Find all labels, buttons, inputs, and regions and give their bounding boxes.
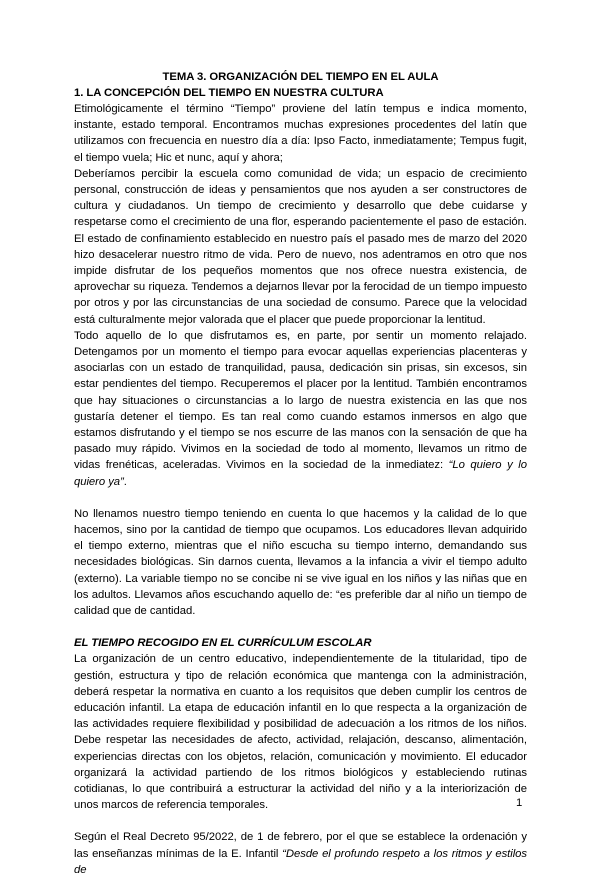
paragraph-real-decreto	[74, 829, 527, 878]
page-number: 1	[516, 797, 523, 809]
paragraph-spacer	[74, 619, 527, 635]
section-heading-curriculum: EL TIEMPO RECOGIDO EN EL CURRÍCULUM ESCOLAR	[74, 637, 372, 650]
paragraph-real-decreto-text: Según el Real Decreto 95/2022, de 1 de febrero, por el que se establece la ordenación y las enseñanzas mínimas de la E. Infantil	[74, 831, 527, 860]
paragraph-etimologia: Etimológicamente el término “Tiempo” proviene del latín tempus e indica momento, instante, estado temporal. Encontramos muchas expresiones procedentes del latín que utilizamos con frecuencia en nuestro día a día: Ipso Facto, inmediatamente; Tempus fugit, el tiempo vuela; Hic et nunc, aquí y ahora;	[74, 103, 527, 164]
paragraph-escuela-comunidad: Deberíamos percibir la escuela como comunidad de vida; un espacio de crecimiento personal, construcción de ideas y pensamientos que nos ayuden a ser constructores de cultura y ciudadanos. Un tiempo de crecimiento y desarrollo que debe cuidarse y respetarse como el crecimiento de una flor, esperando pacientemente el paso de estación. El estado de confinamiento establecido en nuestro país el pasado mes de marzo del 2020 hizo desacelerar nuestro ritmo de vida. Pero de nuevo, nos adentramos en otro que nos impide disfrutar de los pequeños momentos que nos ofrece nuestra existencia, de aprovechar su riqueza. Tendemos a dejarnos llevar por la ferocidad de un tiempo impuesto por otros y por las circunstancias de una sociedad de consumo. Parece que la velocidad está culturalmente mejor valorada que el placer que puede proporcionar la lentitud.	[74, 167, 527, 326]
paragraph-disfrutar	[74, 328, 527, 490]
quote-lo-quiero-ya: “Lo quiero y lo quiero ya”	[74, 459, 527, 488]
quote-respeto-ritmos: “Desde el profundo respeto a los ritmos y estilos de	[74, 847, 528, 876]
paragraph-disfrutar-text: Todo aquello de lo que disfrutamos es, en parte, por sentir un momento relajado. Detengamos por un momento el tiempo para evocar aquellas experiencias placenteras y asociarlas con un estado de tranquilidad, pausa, dedicación sin prisas, sin excesos, sin estar pendientes del tiempo. Recuperemos el placer por la lentitud. También encontramos que hay situaciones o circunstancias a lo largo de nuestra existencia en las que nos gustaría detener el tiempo. Es tan real como cuando estamos inmersos en algo que estamos disfrutando y el tiempo se nos escurre de las manos con la sensación de que ha pasado muy rápido. Vivimos en la sociedad de todo al momento, llevamos un ritmo de vidas frenéticas, aceleradas. Vivimos en la sociedad de la inmediatez:	[74, 329, 527, 472]
paragraph-disfrutar-end: .	[123, 475, 127, 488]
document-title: TEMA 3. ORGANIZACIÓN DEL TIEMPO EN EL AULA	[162, 71, 439, 83]
paragraph-organizacion-centro: La organización de un centro educativo, independientemente de la titularidad, tipo de gestión, estructura y tipo de relación económica que mantenga con la administración, deberá respetar la normativa en cuanto a los requisitos que deben cumplir los centros de educación infantil. La etapa de educación infantil en lo que respecta a la organización de las actividades requiere flexibilidad y posibilidad de adecuación a los ritmos de los niños. Debe respetar las necesidades de afecto, actividad, relajación, descanso, alimentación, experiencias directas con los objetos, relación, comunicación y movimiento. El educador organizará la actividad partiendo de los ritmos biológicos y estableciendo rutinas cotidianas, lo que contribuirá a estructurar la actividad del niño y a la interiorización de unos marcos de referencia temporales.	[74, 653, 527, 812]
paragraph-spacer	[74, 490, 527, 506]
paragraph-llenamos-tiempo: No llenamos nuestro tiempo teniendo en cuenta lo que hacemos y la calidad de lo que hacemos, sino por la cantidad de tiempo que ocupamos. Los educadores llevan adquirido el tiempo externo, mientras que el niño escucha su tiempo interno, demandando sus necesidades biológicas. Sin darnos cuenta, llevamos a la infancia a vivir el tiempo adulto (externo). La variable tiempo no se concibe ni se vive igual en los niños y las niñas que en los adultos. Llevamos años escuchando aquello de: “es preferible dar al niño un tiempo de calidad que de cantidad.	[74, 507, 527, 618]
paragraph-spacer	[74, 813, 527, 829]
section-heading-concepcion: 1. LA CONCEPCIÓN DEL TIEMPO EN NUESTRA CULTURA	[74, 87, 384, 99]
page-content	[74, 69, 527, 878]
